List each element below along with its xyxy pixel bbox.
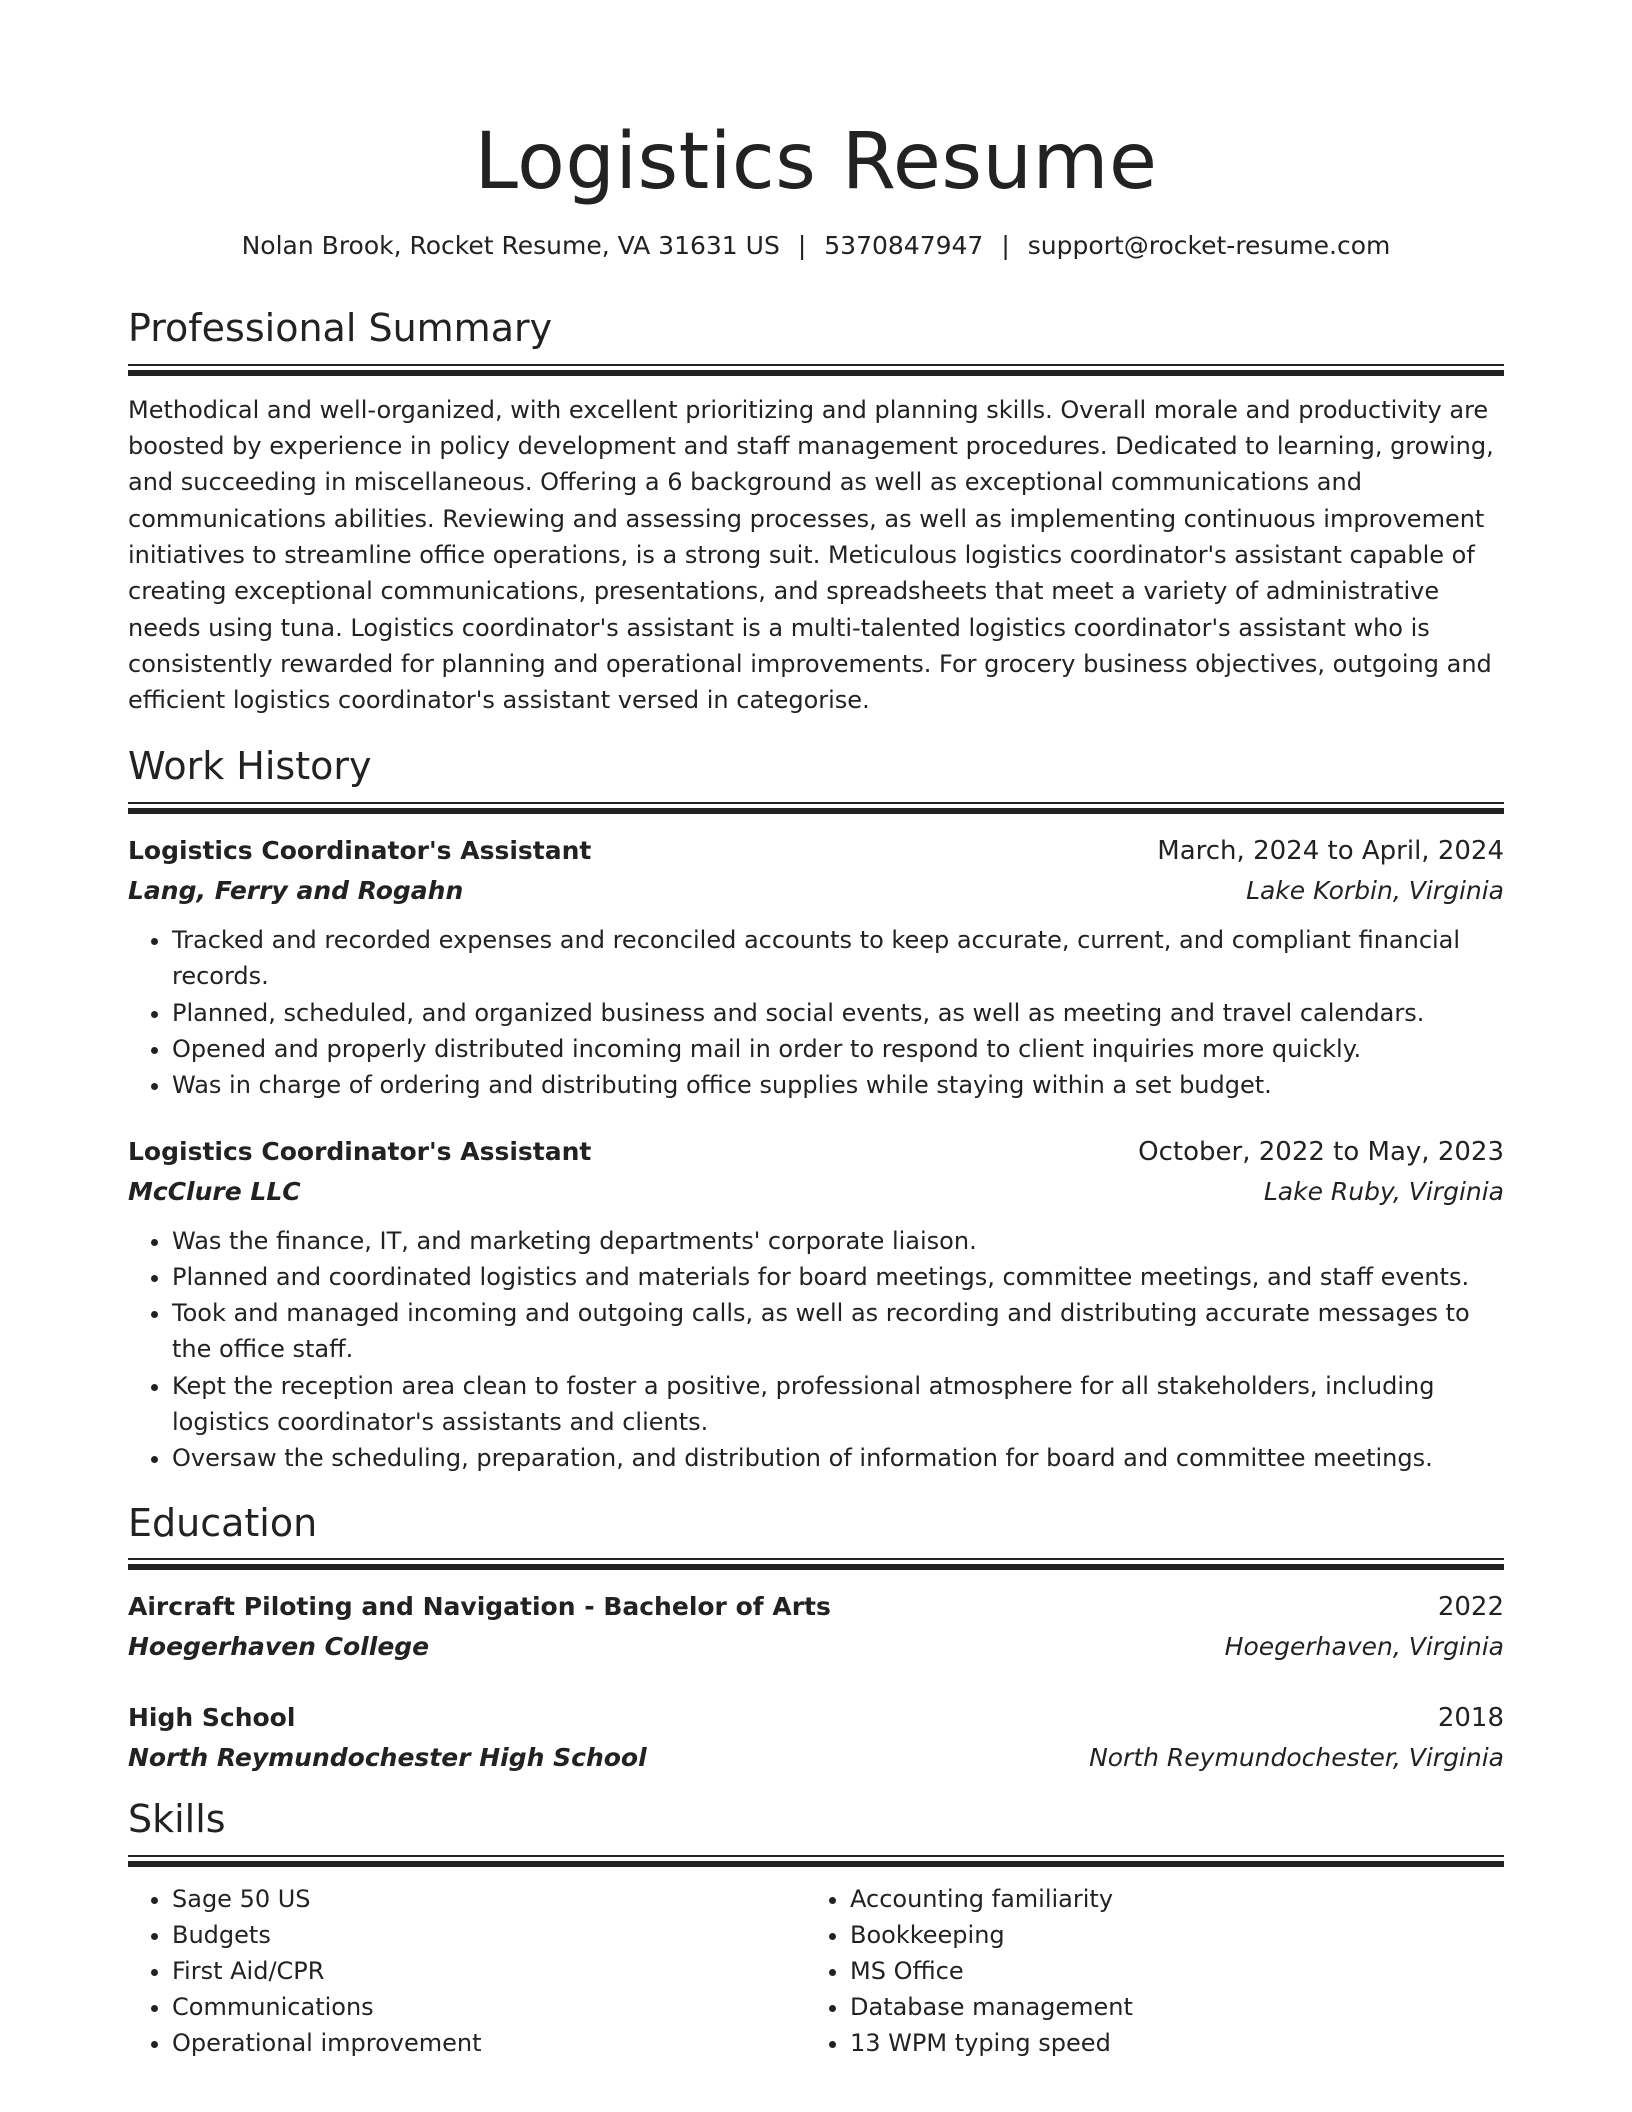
- education-entry: [128, 1587, 1504, 1666]
- contact-phone: 5370847947: [824, 230, 984, 260]
- job-bullet: • Took and managed incoming and outgoing calls, as well as recording and distributing accurate messages to the office staff.: [172, 1295, 1504, 1368]
- section-divider: [128, 802, 1504, 814]
- education-year: 2018: [1437, 1703, 1504, 1734]
- job-dates: October, 2022 to May, 2023: [1138, 1136, 1504, 1167]
- job-bullets: [128, 922, 1504, 1103]
- contact-address: Nolan Brook, Rocket Resume, VA 31631 US: [241, 230, 780, 260]
- job-title: Logistics Coordinator's Assistant: [128, 836, 592, 866]
- resume-title: Logistics Resume: [474, 117, 1158, 207]
- education-year: 2022: [1437, 1592, 1504, 1623]
- job-bullet: • Opened and properly distributed incoming mail in order to respond to client inquiries more quickly.: [172, 1031, 1504, 1067]
- education-school-row: [128, 1627, 1504, 1666]
- skill-item: • Budgets: [172, 1917, 806, 1953]
- job-bullet: • Tracked and recorded expenses and reconciled accounts to keep accurate, current, and compliant financial records.: [172, 922, 1504, 995]
- section-heading-summary: Professional Summary: [128, 306, 553, 351]
- skill-item: • First Aid/CPR: [172, 1953, 806, 1989]
- job-title: Logistics Coordinator's Assistant: [128, 1136, 592, 1166]
- education-location: Hoegerhaven, Virginia: [1224, 1632, 1504, 1662]
- education-section: [128, 1501, 1504, 1778]
- job-location: Lake Ruby, Virginia: [1263, 1176, 1504, 1206]
- job-header-row: [128, 831, 1504, 871]
- skill-item: • Operational improvement: [172, 2025, 806, 2061]
- job-entry: [128, 831, 1504, 1103]
- job-bullet: • Oversaw the scheduling, preparation, and distribution of information for board and committee meetings.: [172, 1440, 1504, 1476]
- skills-list-right: [806, 1881, 1484, 2061]
- contact-separator: |: [797, 230, 807, 260]
- job-bullet: • Kept the reception area clean to foster a positive, professional atmosphere for all stakeholders, including logistics coordinator's assistants and clients.: [172, 1368, 1504, 1441]
- skills-columns: [128, 1881, 1504, 2061]
- summary-section: [128, 306, 1504, 718]
- skill-item: • Sage 50 US: [172, 1881, 806, 1917]
- job-bullet: • Was the finance, IT, and marketing departments' corporate liaison.: [172, 1223, 1504, 1259]
- job-bullets: [128, 1223, 1504, 1477]
- work-section: [128, 744, 1504, 1476]
- education-school: North Reymundochester High School: [128, 1743, 647, 1773]
- skill-item: • 13 WPM typing speed: [850, 2025, 1484, 2061]
- skill-item: • Database management: [850, 1989, 1484, 2025]
- section-divider: [128, 1855, 1504, 1867]
- skill-item: • Communications: [172, 1989, 806, 2025]
- job-company-row: [128, 871, 1504, 910]
- summary-text: Methodical and well-organized, with excellent prioritizing and planning skills. Overall morale and productivity are boosted by experience in policy development and staff management procedures. Dedicated to learning, growing, and succeeding in miscellaneous. Offering a 6 background as well as exceptional communications and communications abilities. Reviewing and assessing processes, as well as implementing continuous improvement initiatives to streamline office operations, is a strong suit. Meticulous logistics coordinator's assistant capable of creating exceptional communications, presentations, and spreadsheets that meet a variety of administrative needs using tuna. Logistics coordinator's assistant is a multi-talented logistics coordinator's assistant who is consistently rewarded for planning and operational improvements. For grocery business objectives, outgoing and efficient logistics coordinator's assistant versed in categorise.: [128, 395, 1494, 715]
- skills-section: [128, 1797, 1504, 2061]
- job-location: Lake Korbin, Virginia: [1246, 876, 1504, 906]
- skill-item: • MS Office: [850, 1953, 1484, 1989]
- education-header-row: [128, 1698, 1504, 1738]
- job-company: McClure LLC: [128, 1176, 301, 1206]
- section-divider: [128, 364, 1504, 376]
- job-header-row: [128, 1132, 1504, 1172]
- job-bullet: • Planned and coordinated logistics and materials for board meetings, committee meetings, and staff events.: [172, 1259, 1504, 1295]
- resume-page: [128, 118, 1504, 2061]
- education-degree: High School: [128, 1703, 296, 1733]
- skill-item: • Accounting familiarity: [850, 1881, 1484, 1917]
- skill-item: • Bookkeeping: [850, 1917, 1484, 1953]
- section-heading-education: Education: [128, 1500, 318, 1545]
- job-company-row: [128, 1172, 1504, 1211]
- education-school: Hoegerhaven College: [128, 1632, 430, 1662]
- section-heading-work: Work History: [128, 744, 372, 789]
- section-heading-skills: Skills: [128, 1797, 226, 1842]
- skills-list-left: [128, 1881, 806, 2061]
- contact-separator: |: [1001, 230, 1010, 260]
- education-location: North Reymundochester, Virginia: [1089, 1743, 1504, 1773]
- contact-line: [128, 230, 1504, 263]
- education-entry: [128, 1698, 1504, 1777]
- section-divider: [128, 1558, 1504, 1570]
- job-company: Lang, Ferry and Rogahn: [128, 876, 464, 906]
- education-header-row: [128, 1587, 1504, 1627]
- job-entry: [128, 1132, 1504, 1477]
- job-bullet: • Was in charge of ordering and distributing office supplies while staying within a set budget.: [172, 1067, 1504, 1103]
- education-school-row: [128, 1738, 1504, 1777]
- contact-email: support@rocket-resume.com: [1027, 230, 1391, 260]
- job-dates: March, 2024 to April, 2024: [1157, 836, 1504, 867]
- job-bullet: • Planned, scheduled, and organized business and social events, as well as meeting and travel calendars.: [172, 995, 1504, 1031]
- education-degree: Aircraft Piloting and Navigation - Bachelor of Arts: [128, 1592, 831, 1622]
